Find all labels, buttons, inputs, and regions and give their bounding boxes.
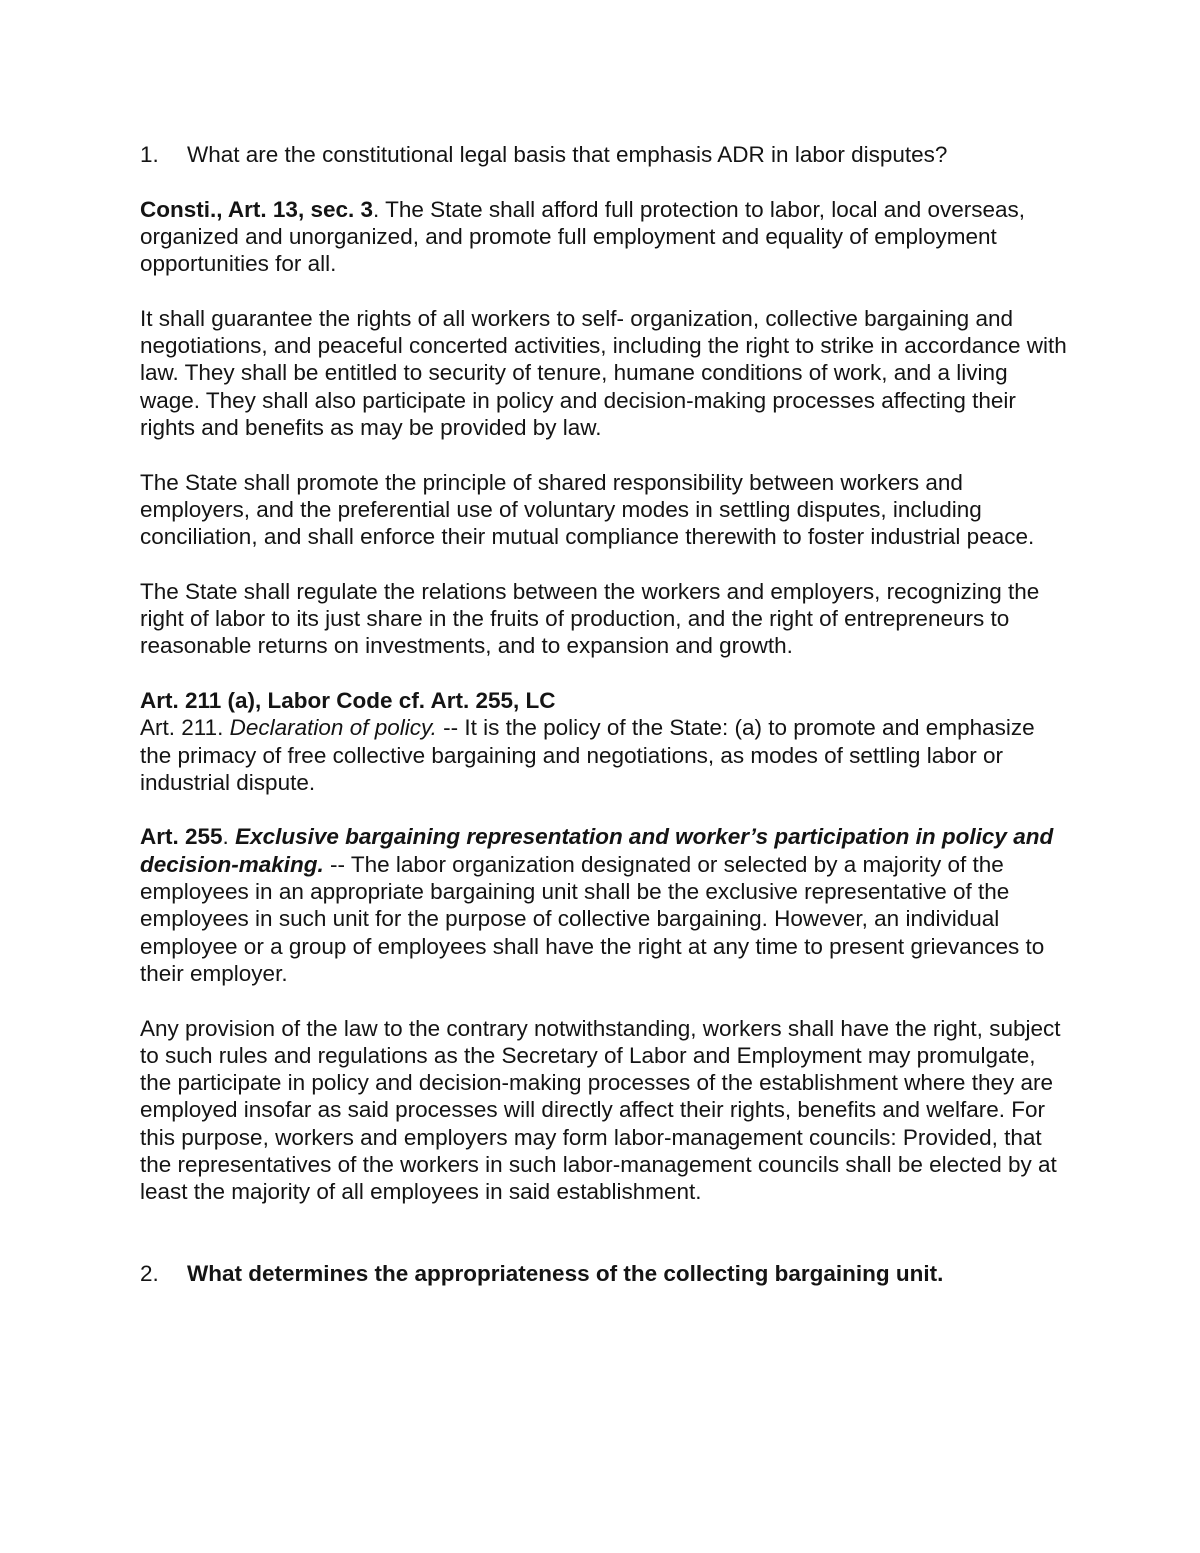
art211-text: -- It is the policy of the State: (a) to promote and emphasize the primacy of free collective bargaining and negotiations, as modes of settling labor or industrial dispute. [140,715,1035,795]
question-number: 2. [140,1260,159,1286]
question-2 [140,1260,1070,1287]
question-1 [140,141,1070,168]
art211-section [140,687,1070,796]
art255-title: Exclusive bargaining representation and worker’s participation in policy and decision-making. [140,824,1054,877]
consti-text-1: . The State shall afford full protection to labor, local and overseas, organized and unorganized, and promote full employment and equality of employment opportunities for all. [140,196,1026,277]
art211-title: Declaration of policy. [229,715,437,741]
consti-paragraph-1 [140,196,1070,278]
art255-prefix: Art. 255 [140,824,223,850]
consti-paragraph-3: The State shall promote the principle of shared responsibility between workers and employers, and the preferential use of voluntary modes in settling disputes, including conciliation, and shall enforce their mutual compliance therewith to foster industrial peace. [140,469,1035,550]
question-text: What are the constitutional legal basis that emphasis ADR in labor disputes? [187,142,948,167]
art211-heading: Art. 211 (a), Labor Code cf. Art. 255, LC [140,687,556,713]
question-number: 1. [140,142,159,167]
document-body [140,141,1070,1314]
consti-citation: Consti., Art. 13, sec. 3 [140,196,373,222]
art255-section [140,823,1070,987]
art255-paragraph-2: Any provision of the law to the contrary notwithstanding, workers shall have the right, subject to such rules and regulations as the Secretary of Labor and Employment may promulgate, the participate in policy and decision-making processes of the establishment where they are employed insofar as said processes will directly affect their rights, benefits and welfare. For this purpose, workers and employers may form labor-management councils: Provided, that the representatives of the workers in such labor-management councils shall be elected by at least the majority of all employees in said establishment. [140,1015,1061,1205]
art255-dot: . [222,824,236,850]
consti-paragraph-2: It shall guarantee the rights of all workers to self- organization, collective bargaining and negotiations, and peaceful concerted activities, including the right to strike in accordance with law. They shall be entitled to security of tenure, humane conditions of work, and a living wage. They shall also participate in policy and decision-making processes affecting their rights and benefits as may be provided by law. [140,305,1067,440]
art211-prefix: Art. 211. [140,715,230,741]
art255-text: -- The labor organization designated or selected by a majority of the employees in an appropriate bargaining unit shall be the exclusive representative of the employees in such unit for the purpose of collective bargaining. However, an individual employee or a group of employees shall have the right at any time to present grievances to their employer. [140,851,1045,986]
question-text: What determines the appropriateness of the collecting bargaining unit. [187,1260,944,1286]
consti-paragraph-4: The State shall regulate the relations between the workers and employers, recognizing the right of labor to its just share in the fruits of production, and the right of entrepreneurs to reasonable returns on investments, and to expansion and growth. [140,578,1040,659]
